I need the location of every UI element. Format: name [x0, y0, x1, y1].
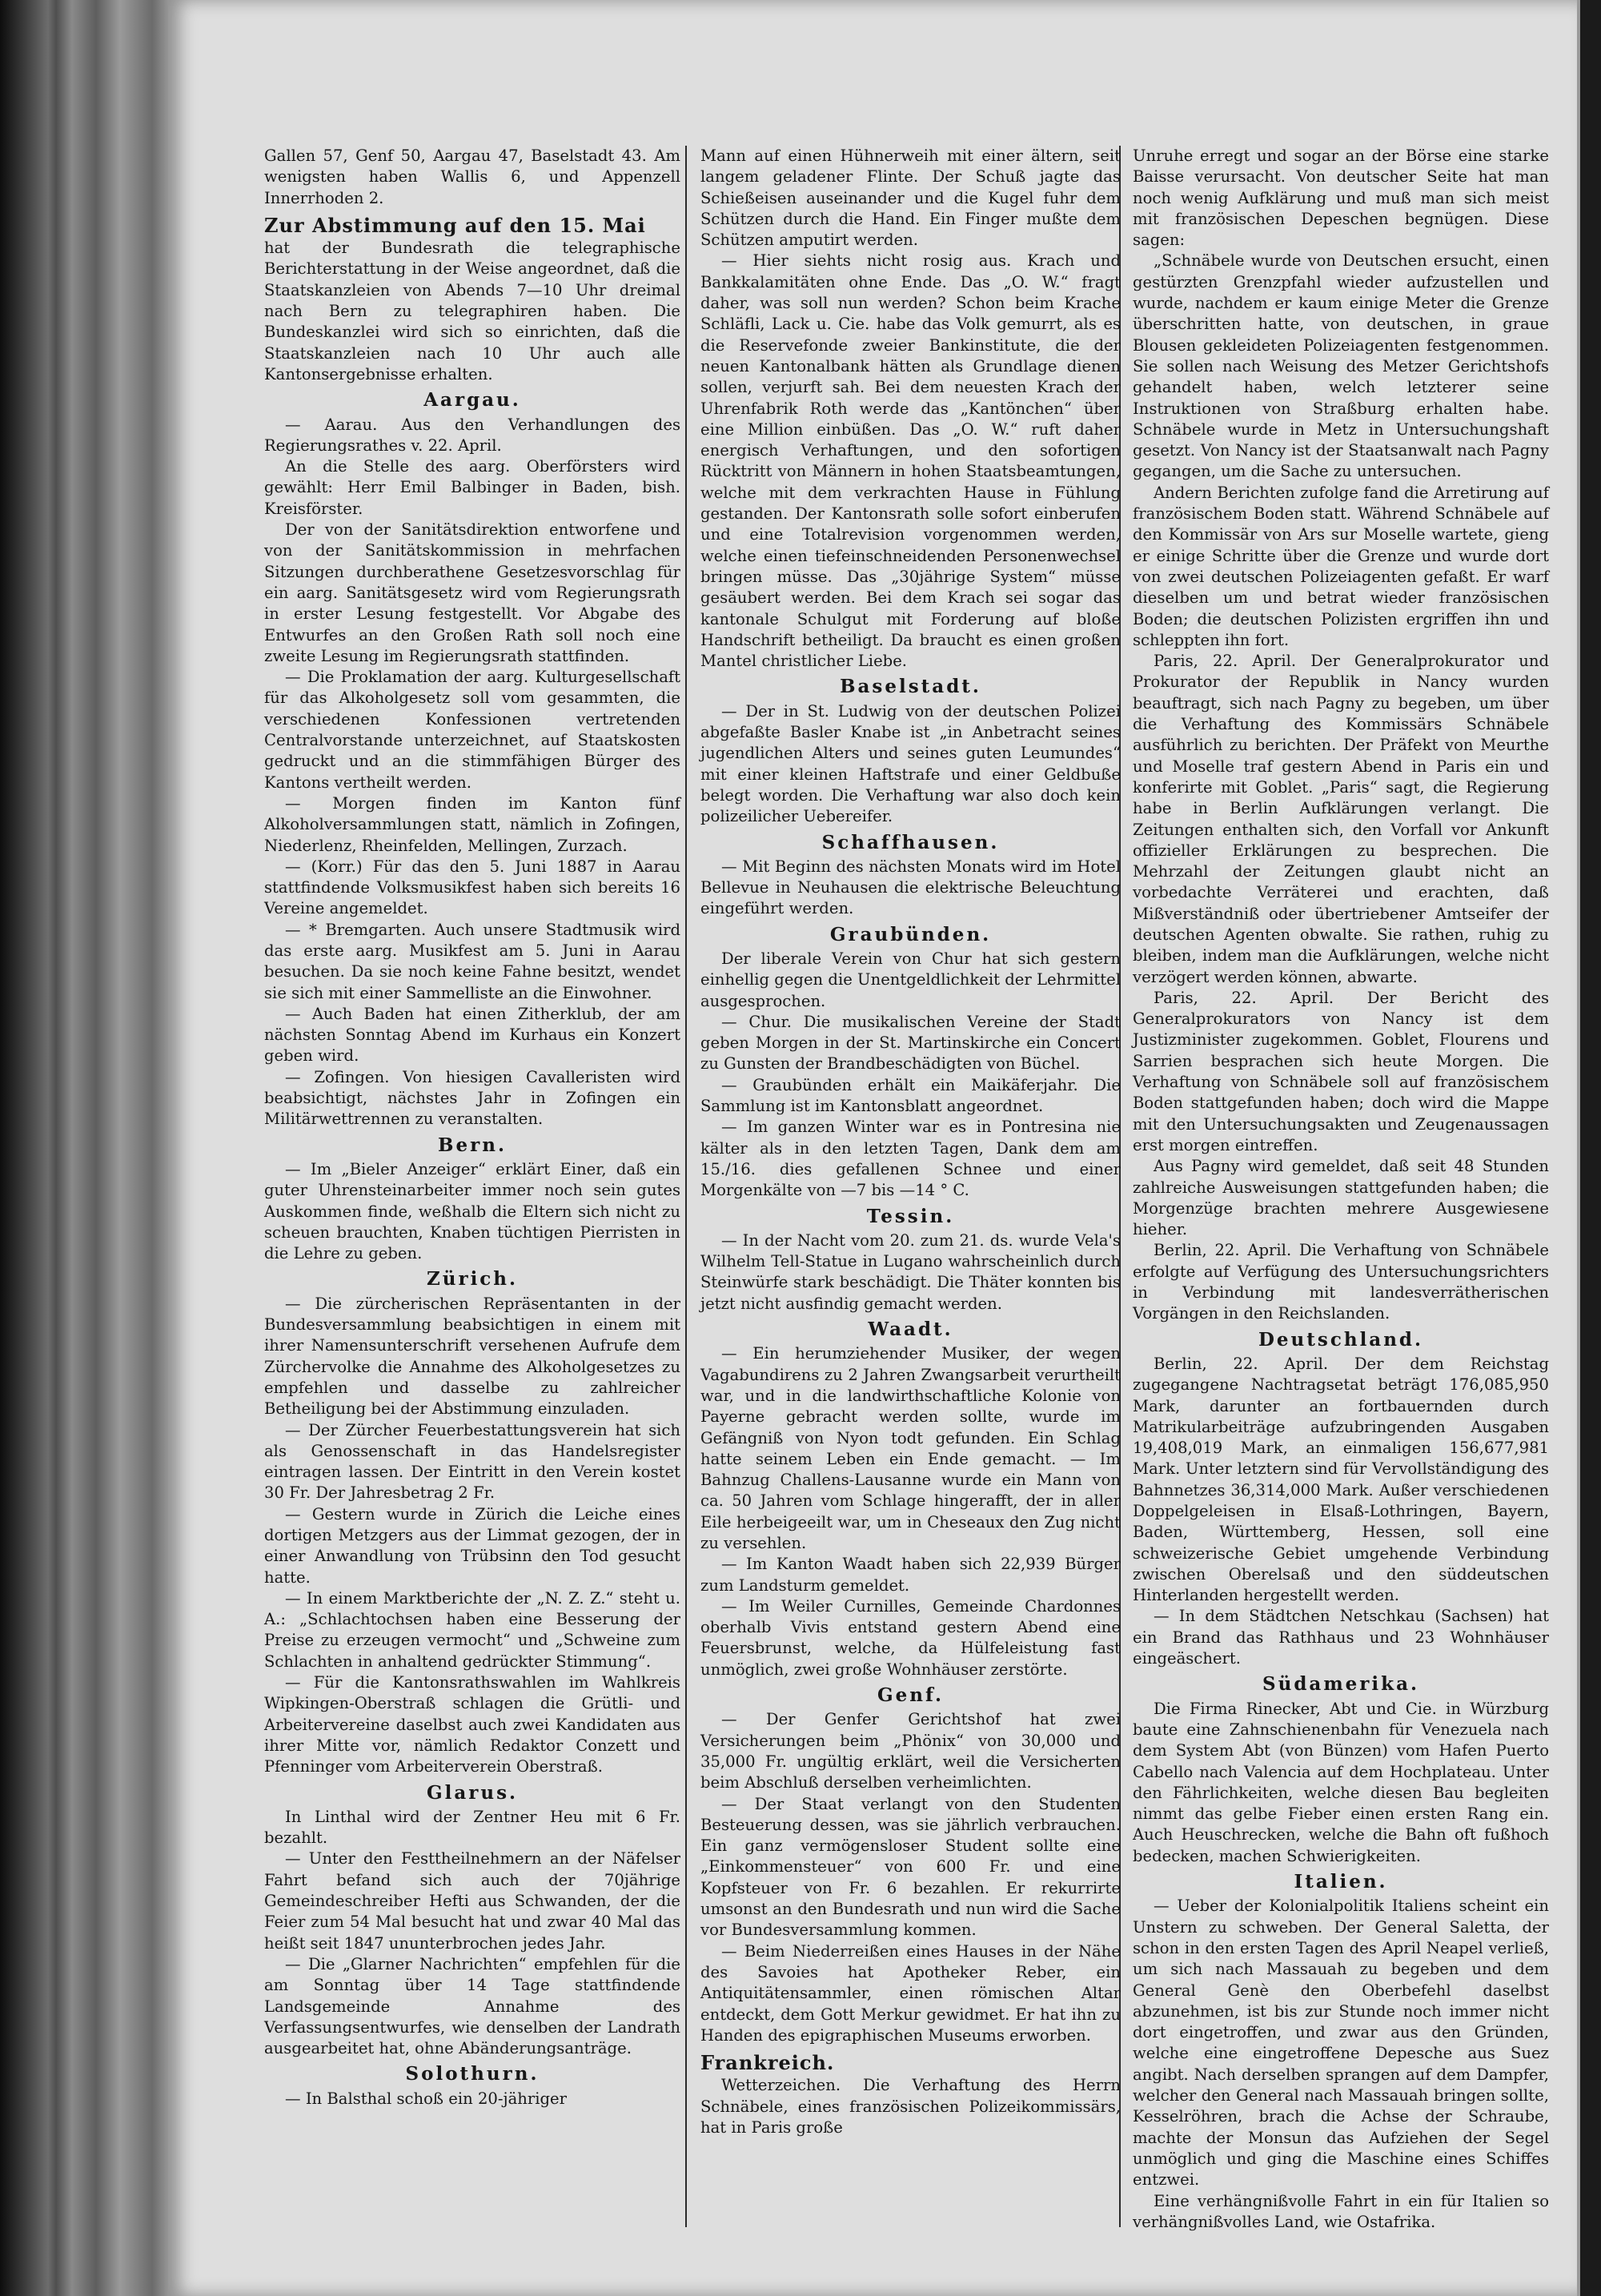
- article-paragraph: Wetterzeichen. Die Verhaftung des Herrn Schnäbele, eines französischen Polizeikommissärs, hat in Paris große: [700, 2076, 1121, 2137]
- section-heading: Solothurn.: [405, 2063, 540, 2085]
- article-paragraph: — Aarau. Aus den Verhandlungen des Regierungsrathes v. 22. April.: [264, 415, 680, 455]
- article-paragraph: — Der Genfer Gerichtshof hat zwei Versicherungen beim „Phönix“ von 30,000 und 35,000 Fr. ungültig erklärt, weil die Versicherten beim Abschluß derselben verheimlichten.: [700, 1710, 1121, 1792]
- article-paragraph: — Der Zürcher Feuerbestattungsverein hat sich als Genossenschaft in das Handelsregister eintragen lassen. Der Eintritt in den Verein kostet 30 Fr. Der Jahresbetrag 2 Fr.: [264, 1420, 680, 1503]
- article-paragraph: — Zofingen. Von hiesigen Cavalleristen wird beabsichtigt, nächstes Jahr in Zofingen ein Militärwettrennen zu veranstalten.: [264, 1067, 680, 1129]
- article-paragraph: Andern Berichten zufolge fand die Arretirung auf französischem Boden statt. Während Schnäbele auf den Kommissär von Ars sur Moselle wartete, gieng er einige Schritte über die Grenze und wurde dort von zwei deutschen Polizeiagenten gefaßt. Er warf dieselben um und betrat wieder französischen Boden; die deutschen Polizisten ergriffen ihn und schleppten ihn fort.: [1133, 483, 1549, 649]
- article-paragraph: Gallen 57, Genf 50, Aargau 47, Baselstadt 43. Am wenigsten haben Wallis 6, und Appenzell Innerrhoden 2.: [264, 147, 680, 207]
- section-heading: Zur Abstimmung auf den 15. Mai: [264, 213, 646, 237]
- article-paragraph: In Linthal wird der Zentner Heu mit 6 Fr. bezahlt.: [264, 1807, 680, 1848]
- article-paragraph: — Im Kanton Waadt haben sich 22,939 Bürger zum Landsturm gemeldet.: [700, 1555, 1121, 1595]
- article-paragraph: — Hier siehts nicht rosig aus. Krach und Bankkalamitäten ohne Ende. Das „O. W.“ fragt daher, was soll nun werden? Schon beim Krache Schläfli, Lack u. Cie. habe das Volk gemurrt, als es die Reservefonde zweier Bankinstitute, die der neuen Kantonalbank hätten als Grundlage dienen sollen, verjurft sah. Bei dem neuesten Krach der Uhrenfabrik Roth werde das „Kantönchen“ über eine Million einbüßen. Das „O. W.“ ruft daher energisch Verhaftungen, und den sofortigen Rücktritt von Männern in hohen Staatsbeamtungen, welche mit dem verkrachten Hause in Fühlung gestanden. Der Kantonsrath solle sofort einberufen und eine Totalrevision vorgenommen werden, welche einen tiefeinschneidenden Personenwechsel bringen müsse. Das „30jährige System“ müsse gesäubert werden. Bei dem Krach sei sogar das kantonale Schulgut mit Forderung auf bloße Handschrift betheiligt. Da braucht es einen großen Mantel christlicher Liebe.: [700, 251, 1121, 671]
- newspaper-page: [168, 0, 1579, 2296]
- page-edge-line: [1577, 0, 1580, 2296]
- section-heading: Italien.: [1294, 1871, 1388, 1893]
- article-paragraph: — Im „Bieler Anzeiger“ erklärt Einer, daß ein guter Uhrensteinarbeiter immer noch sein gutes Auskommen finde, weßhalb die Eltern sich nicht zu scheuen brauchten, Knaben tüchtigen Pierristen in die Lehre zu geben.: [264, 1159, 680, 1263]
- article-paragraph: „Schnäbele wurde von Deutschen ersucht, einen gestürzten Grenzpfahl wieder aufzustellen und wurde, nachdem er kaum einige Meter die Grenze überschritten hatte, von deutschen, in graue Blousen gekleideten Polizeiagenten festgenommen. Sie sollen nach Weisung des Metzer Gerichtshofs gehandelt haben, welch letzterer seine Instruktionen von Straßburg erhalten habe. Schnäbele wurde in Metz in Untersuchungshaft gesetzt. Von Nancy ist der Staatsanwalt nach Pagny gegangen, um die Sache zu untersuchen.: [1133, 251, 1549, 481]
- article-paragraph: — * Bremgarten. Auch unsere Stadtmusik wird das erste aarg. Musikfest am 5. Juni in Aarau besuchen. Da sie noch keine Fahne besitzt, wendet sie sich mit einer Sammelliste an die Einwohner.: [264, 920, 680, 1002]
- section-heading: Genf.: [877, 1684, 945, 1707]
- article-paragraph: — Die „Glarner Nachrichten“ empfehlen für die am Sonntag über 14 Tage stattfindende Landsgemeinde Annahme des Verfassungsentwurfes, wie denselben der Landrath ausgearbeitet hat, ohne Abänderungsanträge.: [264, 1954, 680, 2058]
- column-1: [264, 146, 680, 2109]
- section-heading: Schaffhausen.: [821, 831, 1000, 853]
- article-paragraph: — (Korr.) Für das den 5. Juni 1887 in Aarau stattfindende Volksmusikfest haben sich bereits 16 Vereine angemeldet.: [264, 857, 680, 918]
- article-paragraph: Der von der Sanitätsdirektion entworfene und von der Sanitätskommission in mehrfachen Sitzungen durchberathene Gesetzesvorschlag für ein aarg. Sanitätsgesetz wird vom Regierungsrath in erster Lesung festgestellt. Vor Abgabe des Entwurfes an den Großen Rath soll noch eine zweite Lesung im Regierungsrath stattfinden.: [264, 520, 680, 665]
- article-paragraph: — In einem Marktberichte der „N. Z. Z.“ steht u. A.: „Schlachtochsen haben eine Besserung der Preise zu erzeugen vermocht“ und „Schweine zum Schlachten in anhaltend gedrückter Stimmung“.: [264, 1588, 680, 1671]
- section-heading: Südamerika.: [1262, 1673, 1419, 1696]
- article-paragraph: — Mit Beginn des nächsten Monats wird im Hotel Bellevue in Neuhausen die elektrische Beleuchtung eingeführt werden.: [700, 857, 1121, 918]
- article-paragraph: — Ein herumziehender Musiker, der wegen Vagabundirens zu 2 Jahren Zwangsarbeit verurtheilt war, und in die landwirthschaftliche Kolonie von Payerne gebracht werden sollte, wurde im Gefängniß von Nyon todt gefunden. Ein Schlag hatte seinem Leben ein Ende gemacht. — Im Bahnzug Challens-Lausanne wurde ein Mann von ca. 50 Jahren vom Schlage hingerafft, der in aller Eile herbeigeeilt war, um in Cheseaux den Zug nicht zu versehlen.: [700, 1344, 1121, 1552]
- section-heading: Waadt.: [868, 1319, 953, 1341]
- section-heading: Aargau.: [423, 389, 521, 411]
- article-paragraph: Eine verhängnißvolle Fahrt in ein für Italien so verhängnißvolles Land, wie Ostafrika.: [1133, 2191, 1549, 2231]
- section-heading: Zürich.: [426, 1268, 519, 1290]
- article-paragraph: — Ueber der Kolonialpolitik Italiens scheint ein Unstern zu schweben. Der General Saletta, der schon in den ersten Tagen des April Neapel verließ, um sich nach Massauah zu begeben und dem General Genè den Oberbefehl daselbst abzunehmen, ist bis zur Stunde noch immer nicht dort eingetroffen, und zwar aus den Gründen, welche eine eingetroffene Depesche aus Suez angibt. Nach derselben sprangen auf dem Dampfer, welcher den General nach Massauah bringen sollte, Kesselröhren, brach die Achse der Schraube, machte der Monsun das Aufziehen der Segel unmöglich und ging die Maschine eines Schiffes entzwei.: [1133, 1897, 1549, 2190]
- article-paragraph: — Beim Niederreißen eines Hauses in der Nähe des Savoies hat Apotheker Reber, ein Antiquitätensammler, einen römischen Altar entdeckt, dem Gott Merkur gewidmet. Er hat ihn zu Handen des epigraphischen Museums erworben.: [700, 1941, 1121, 2045]
- article-paragraph: — Im Weiler Curnilles, Gemeinde Chardonnes oberhalb Vivis entstand gestern Abend eine Feuersbrunst, welche, da Hülfeleistung fast unmöglich, zwei große Wohnhäuser zerstörte.: [700, 1596, 1121, 1679]
- column-rule: [685, 146, 687, 2227]
- section-heading: Glarus.: [426, 1781, 519, 1804]
- section-heading: Frankreich.: [700, 2051, 835, 2075]
- section-heading: Deutschland.: [1258, 1328, 1424, 1351]
- article-paragraph: Unruhe erregt und sogar an der Börse eine starke Baisse verursacht. Von deutscher Seite hat man noch wenig Aufklärung und muß man sich meist mit französischen Depeschen begnügen. Diese sagen:: [1133, 147, 1549, 250]
- article-paragraph: — Für die Kantonsrathswahlen im Wahlkreis Wipkingen-Oberstraß schlagen die Grütli- und Arbeitervereine daselbst auch zwei Kandidaten aus ihrer Mitte vor, nämlich Redaktor Conzett und Pfenninger vom Arbeiterverein Oberstraß.: [264, 1673, 680, 1776]
- article-paragraph: — Im ganzen Winter war es in Pontresina nie kälter als in den letzten Tagen, Dank dem am 15./16. dies gefallenen Schnee und einer Morgenkälte von —7 bis —14 ° C.: [700, 1118, 1121, 1200]
- article-paragraph: — In der Nacht vom 20. zum 21. ds. wurde Vela's Wilhelm Tell-Statue in Lugano wahrscheinlich durch Steinwürfe stark beschädigt. Die Thäter konnten bis jetzt nicht ausfindig gemacht werden.: [700, 1230, 1121, 1313]
- article-paragraph: — Die Proklamation der aarg. Kulturgesellschaft für das Alkoholgesetz soll vom gesammten, die verschiedenen Konfessionen vertretenden Centralvorstande unterzeichnet, auf Staatskosten gedruckt und an die stimmfähigen Bürger des Kantons vertheilt werden.: [264, 668, 680, 792]
- article-paragraph: — Auch Baden hat einen Zitherklub, der am nächsten Sonntag Abend im Kurhaus ein Konzert geben wird.: [264, 1004, 680, 1066]
- article-paragraph: — In dem Städtchen Netschkau (Sachsen) hat ein Brand das Rathhaus und 23 Wohnhäuser eingeäschert.: [1133, 1607, 1549, 1668]
- column-2: [700, 146, 1121, 2138]
- article-paragraph: — Gestern wurde in Zürich die Leiche eines dortigen Metzgers aus der Limmat gezogen, der in einer Anwandlung von Trübsinn den Tod gesucht hatte.: [264, 1504, 680, 1587]
- article-paragraph: Aus Pagny wird gemeldet, daß seit 48 Stunden zahlreiche Ausweisungen stattgefunden haben; die Morgenzüge brachten mehrere Ausgewiesene hieher.: [1133, 1157, 1549, 1239]
- section-heading: Tessin.: [866, 1205, 955, 1227]
- article-paragraph: An die Stelle des aarg. Oberförsters wird gewählt: Herr Emil Balbinger in Baden, bish. Kreisförster.: [264, 457, 680, 518]
- article-paragraph: Paris, 22. April. Der Bericht des Generalprokurators von Nancy ist dem Justizminister zugekommen. Goblet, Flourens und Sarrien besprachen sich heute Morgen. Die Verhaftung von Schnäbele soll auf französischem Boden stattgefunden haben; doch wird die Mappe mit den Untersuchungsakten und Zeugenaussagen erst morgen eintreffen.: [1133, 988, 1549, 1154]
- article-paragraph: Die Firma Rinecker, Abt und Cie. in Würzburg baute eine Zahnschienenbahn für Venezuela nach dem System Abt (von Bünzen) vom Hafen Puerto Cabello nach Valencia auf dem Hochplateau. Unter den Fährlichkeiten, welche diesen Bau begleiten nimmt das gelbe Fieber einen ersten Rang ein. Auch Heuschrecken, welche die Bahn oft fußhoch bedecken, machen Schwierigkeiten.: [1133, 1699, 1549, 1865]
- article-paragraph: — Der in St. Ludwig von der deutschen Polizei abgefaßte Basler Knabe ist „in Anbetracht seines jugendlichen Alters und seines guten Leumundes“ mit einer kleinen Haftstrafe und einer Geldbuße belegt worden. Die Verhaftung war also doch kein polizeilicher Uebereifer.: [700, 701, 1121, 826]
- article-paragraph: Der liberale Verein von Chur hat sich gestern einhellig gegen die Unentgeldlichkeit der Lehrmittel ausgesprochen.: [700, 949, 1121, 1010]
- article-paragraph: hat der Bundesrath die telegraphische Berichterstattung in der Weise angeordnet, daß die Staatskanzleien von Abends 7—10 Uhr dreimal nach Bern zu telegraphiren haben. Die Bundeskanzlei wird sich so einrichten, daß die Staatskanzleien nach 10 Uhr auch alle Kantonsergebnisse erhalten.: [264, 239, 680, 383]
- article-paragraph: — Unter den Festtheilnehmern an der Näfelser Fahrt befand sich auch der 70jährige Gemeindeschreiber Hefti aus Schwanden, der die Feier zum 54 Mal besucht hat und zwar 40 Mal das heißt seit 1847 ununterbrochen jedes Jahr.: [264, 1849, 680, 1953]
- article-paragraph: — Graubünden erhält ein Maikäferjahr. Die Sammlung ist im Kantonsblatt angeordnet.: [700, 1075, 1121, 1116]
- article-paragraph: Paris, 22. April. Der Generalprokurator und Prokurator der Republik in Nancy wurden beauftragt, sich nach Pagny zu begeben, um über die Verhaftung des Kommissärs Schnäbele ausführlich zu berichten. Der Präfekt von Meurthe und Moselle traf gestern Abend in Paris ein und konferirte mit Goblet. „Paris“ sagt, die Regierung habe in Berlin Aufklärungen verlangt. Die Zeitungen enthalten sich, den Vorfall vor Ankunft offizieller Erklärungen zu besprechen. Die Mehrzahl der Zeitungen glaubt nicht an vorbedachte Verräterei und erachten, daß Mißverständniß oder übertriebener Amtseifer der deutschen Agenten obwalte. Sie rathen, ruhig zu bleiben, indem man die Aufklärungen, welche nicht verzögert werden können, abwarte.: [1133, 652, 1549, 986]
- article-paragraph: Berlin, 22. April. Die Verhaftung von Schnäbele erfolgte auf Verfügung des Untersuchungsrichters in Verbindung mit landesverrätherischen Vorgängen in den Reichslanden.: [1133, 1241, 1549, 1323]
- article-paragraph: — Die zürcherischen Repräsentanten in der Bundesversammlung beabsichtigen in einem mit ihrer Namensunterschrift versehenen Aufrufe dem Zürchervolke die Annahme des Alkoholgesetzes zu empfehlen und dasselbe zu zahlreicher Betheiligung bei der Abstimmung einzuladen.: [264, 1294, 680, 1419]
- section-heading: Baselstadt.: [840, 676, 981, 698]
- article-paragraph: Berlin, 22. April. Der dem Reichstag zugegangene Nachtragsetat beträgt 176,085,950 Mark, darunter an fortbauernden durch Matrikularbeiträge aufzubringenden Ausgaben 19,408,019 Mark, an einmaligen 156,677,981 Mark. Unter letztern sind für Vervollständigung des Bahnnetzes 36,314,000 Mark. Außer verschiedenen Doppelgeleisen in Elsaß-Lothringen, Bayern, Baden, Württemberg, Hessen, soll eine schweizerische Gebiet umgehende Verbindung zwischen Oberelsaß und den süddeutschen Hinterlanden hergestellt werden.: [1133, 1354, 1549, 1605]
- article-paragraph: — Morgen finden im Kanton fünf Alkoholversammlungen statt, nämlich in Zofingen, Niederlenz, Rheinfelden, Mellingen, Zurzach.: [264, 793, 680, 855]
- article-paragraph: Mann auf einen Hühnerweih mit einer ältern, seit langem geladener Flinte. Der Schuß jagte das Schießeisen auseinander und die Kugel fuhr dem Schützen durch die Hand. Ein Finger mußte dem Schützen amputirt werden.: [700, 147, 1121, 250]
- article-paragraph: — Chur. Die musikalischen Vereine der Stadt geben Morgen in der St. Martinskirche ein Concert zu Gunsten der Brandbeschädigten von Büchel.: [700, 1012, 1121, 1074]
- section-heading: Graubünden.: [829, 923, 992, 945]
- article-paragraph: — Der Staat verlangt von den Studenten Besteuerung dessen, was sie jährlich verbrauchen. Ein ganz vermögensloser Student sollte eine „Einkommensteuer“ von 600 Fr. und eine Kopfsteuer von Fr. 6 bezahlen. Er rekurrirte umsonst an den Bundesrath und nun wird die Sache vor Bundesversammlung kommen.: [700, 1794, 1121, 1940]
- book-spine: [0, 0, 188, 2296]
- section-heading: Bern.: [438, 1134, 507, 1156]
- column-3: [1133, 146, 1549, 2233]
- article-paragraph: — In Balsthal schoß ein 20-jähriger: [285, 2089, 568, 2108]
